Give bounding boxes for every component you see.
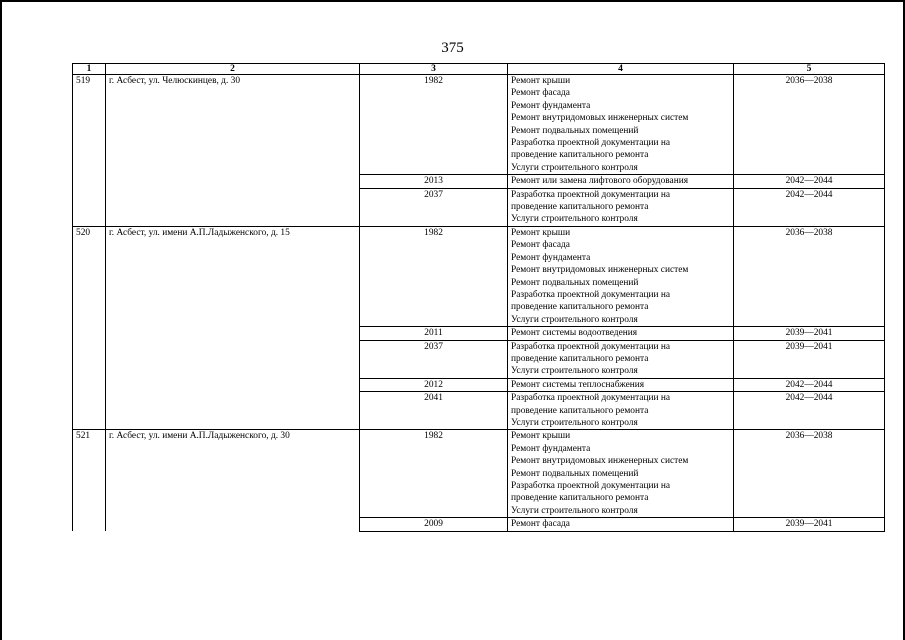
header-col-2: 2	[106, 64, 360, 75]
period-cell: 2036—2038	[734, 75, 885, 175]
work-item: Ремонт внутридомовых инженерных систем	[511, 113, 689, 124]
work-item: Разработка проектной документации на	[511, 481, 671, 491]
work-item: Ремонт подвальных помещений	[511, 468, 639, 479]
period-cell: 2039—2041	[734, 327, 885, 340]
work-item: Ремонт внутридомовых инженерных систем	[511, 456, 689, 467]
works-cell	[508, 392, 734, 430]
work-item: проведение капитального ремонта	[511, 493, 649, 504]
work-item: Ремонт фасада	[511, 519, 570, 530]
work-item: Ремонт фундамента	[511, 443, 591, 454]
work-item: Ремонт фасада	[511, 240, 570, 251]
header-col-4: 4	[508, 64, 734, 75]
work-item: Услуги строительного контроля	[511, 214, 638, 225]
table-body	[73, 75, 885, 532]
work-item: Ремонт крыши	[511, 227, 571, 238]
row-number: 519	[73, 75, 106, 227]
work-item: Ремонт системы водоотведения	[511, 328, 638, 339]
period-cell: 2036—2038	[734, 430, 885, 518]
work-item: Ремонт крыши	[511, 76, 571, 86]
header-col-3: 3	[360, 64, 508, 75]
work-item: Услуги строительного контроля	[511, 314, 638, 325]
row-number: 520	[73, 226, 106, 430]
works-cell	[508, 175, 734, 188]
work-item: Разработка проектной документации на	[511, 289, 671, 300]
work-item: Разработка проектной документации на	[511, 393, 671, 404]
year-cell: 2011	[360, 327, 508, 340]
work-item: Ремонт фундамента	[511, 100, 591, 111]
year-cell: 2009	[360, 518, 508, 531]
works-cell	[508, 518, 734, 531]
period-cell: 2042—2044	[734, 392, 885, 430]
work-item: Услуги строительного контроля	[511, 366, 638, 377]
work-item: Ремонт или замена лифтового оборудования	[511, 176, 689, 187]
work-item: Ремонт фундамента	[511, 252, 591, 263]
work-item: Ремонт фасада	[511, 88, 570, 99]
year-cell: 2037	[360, 188, 508, 226]
work-item: Ремонт подвальных помещений	[511, 125, 639, 136]
work-item: Ремонт внутридомовых инженерных систем	[511, 265, 689, 276]
table-row	[73, 430, 885, 518]
works-cell	[508, 188, 734, 226]
header-row	[73, 64, 885, 75]
year-cell: 2037	[360, 340, 508, 378]
work-item: Разработка проектной документации на	[511, 341, 671, 352]
table-header	[73, 64, 885, 75]
work-item: Услуги строительного контроля	[511, 417, 638, 428]
works-cell	[508, 430, 734, 518]
table-row	[73, 226, 885, 326]
works-cell	[508, 226, 734, 326]
period-cell: 2042—2044	[734, 188, 885, 226]
building-address: г. Асбест, ул. имени А.П.Ладыженского, д. 30	[106, 430, 360, 531]
work-item: Ремонт подвальных помещений	[511, 277, 639, 288]
work-item: проведение капитального ремонта	[511, 405, 649, 416]
work-item: Услуги строительного контроля	[511, 505, 638, 516]
period-cell: 2042—2044	[734, 378, 885, 391]
works-cell	[508, 378, 734, 391]
work-item: проведение капитального ремонта	[511, 302, 649, 313]
period-cell: 2042—2044	[734, 175, 885, 188]
period-cell: 2039—2041	[734, 340, 885, 378]
work-item: проведение капитального ремонта	[511, 353, 649, 364]
work-item: Услуги строительного контроля	[511, 162, 638, 173]
page-number: 375	[441, 40, 464, 56]
period-cell: 2036—2038	[734, 226, 885, 326]
works-cell	[508, 75, 734, 175]
table-row	[73, 75, 885, 175]
year-cell: 1982	[360, 430, 508, 518]
year-cell: 2012	[360, 378, 508, 391]
work-item: проведение капитального ремонта	[511, 202, 649, 213]
year-cell: 2041	[360, 392, 508, 430]
works-cell	[508, 340, 734, 378]
year-cell: 2013	[360, 175, 508, 188]
header-col-1: 1	[73, 64, 106, 75]
building-address: г. Асбест, ул. имени А.П.Ладыженского, д. 15	[106, 226, 360, 430]
repair-schedule-table	[72, 63, 885, 532]
work-item: Ремонт крыши	[511, 431, 571, 442]
row-number: 521	[73, 430, 106, 531]
year-cell: 1982	[360, 75, 508, 175]
works-cell	[508, 327, 734, 340]
header-col-5: 5	[734, 64, 885, 75]
year-cell: 1982	[360, 226, 508, 326]
work-item: Разработка проектной документации на	[511, 189, 671, 200]
building-address: г. Асбест, ул. Челюскинцев, д. 30	[106, 75, 360, 227]
work-item: Ремонт системы теплоснабжения	[511, 379, 645, 390]
work-item: проведение капитального ремонта	[511, 150, 649, 161]
work-item: Разработка проектной документации на	[511, 138, 671, 149]
period-cell: 2039—2041	[734, 518, 885, 531]
